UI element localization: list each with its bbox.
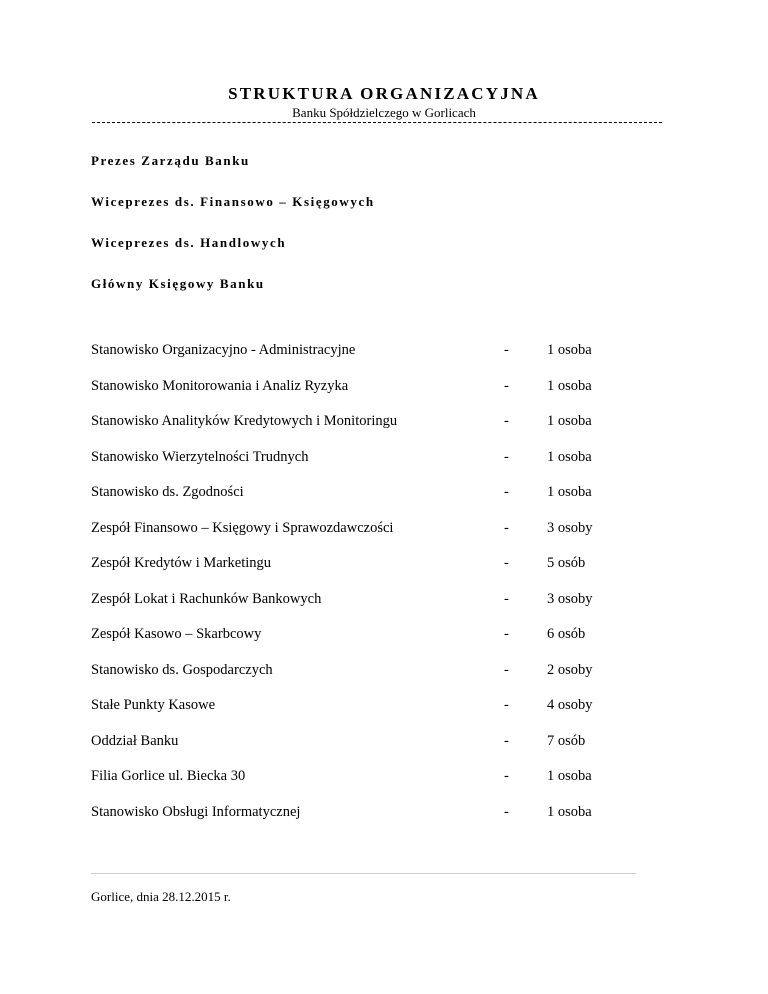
- unit-name: Stanowisko Monitorowania i Analiz Ryzyka: [91, 377, 349, 394]
- unit-name: Zespół Lokat i Rachunków Bankowych: [91, 590, 322, 607]
- management-item-chief-accountant: Główny Księgowy Banku: [91, 276, 265, 291]
- unit-count: 1 osoba: [547, 768, 592, 784]
- unit-row: [91, 587, 651, 623]
- footer-date: Gorlice, dnia 28.12.2015 r.: [91, 889, 231, 904]
- unit-row: [91, 409, 651, 445]
- management-list: [91, 150, 591, 314]
- unit-name: Stanowisko Wierzytelności Trudnych: [91, 448, 309, 465]
- units-list: [91, 338, 651, 835]
- unit-count: 1 osoba: [547, 413, 592, 429]
- unit-count: 1 osoba: [547, 377, 592, 394]
- unit-count: 5 osób: [547, 555, 586, 571]
- unit-row: [91, 480, 651, 516]
- unit-row: [91, 374, 651, 410]
- unit-name: Zespół Kredytów i Marketingu: [91, 555, 272, 571]
- unit-count: 1 osoba: [547, 484, 592, 500]
- unit-name: Filia Gorlice ul. Biecka 30: [91, 768, 246, 784]
- unit-count: 1 osoba: [547, 342, 592, 358]
- unit-dash: -: [504, 448, 509, 465]
- management-item-president: Prezes Zarządu Banku: [91, 153, 250, 168]
- unit-dash: -: [504, 342, 509, 358]
- unit-row: [91, 729, 651, 765]
- document-title: STRUKTURA ORGANIZACYJNA: [228, 84, 540, 103]
- unit-name: Stałe Punkty Kasowe: [91, 697, 216, 713]
- footer-divider: [91, 873, 636, 874]
- unit-row: [91, 658, 651, 694]
- unit-dash: -: [504, 661, 509, 678]
- unit-dash: -: [504, 697, 509, 713]
- unit-row: [91, 551, 651, 587]
- unit-row: [91, 622, 651, 658]
- management-item-vp-finance: Wiceprezes ds. Finansowo – Księgowych: [91, 194, 375, 209]
- unit-name: Stanowisko Analityków Kredytowych i Monitoringu: [91, 413, 398, 429]
- unit-row: [91, 338, 651, 374]
- unit-dash: -: [504, 377, 509, 394]
- unit-row: [91, 445, 651, 481]
- unit-row: [91, 800, 651, 836]
- unit-name: Stanowisko Obsługi Informatycznej: [91, 803, 301, 820]
- unit-row: [91, 516, 651, 552]
- document-subtitle: Banku Spółdzielczego w Gorlicach: [292, 105, 476, 120]
- unit-count: 3 osoby: [547, 590, 593, 607]
- unit-row: [91, 693, 651, 729]
- unit-name: Oddział Banku: [91, 732, 179, 749]
- unit-dash: -: [504, 519, 509, 536]
- unit-count: 1 osoba: [547, 448, 592, 465]
- unit-dash: -: [504, 803, 509, 820]
- unit-count: 7 osób: [547, 732, 586, 749]
- unit-dash: -: [504, 732, 509, 749]
- unit-dash: -: [504, 626, 509, 642]
- unit-count: 4 osoby: [547, 697, 593, 713]
- unit-name: Zespół Kasowo – Skarbcowy: [91, 626, 262, 642]
- unit-name: Stanowisko ds. Gospodarczych: [91, 661, 273, 678]
- unit-count: 3 osoby: [547, 519, 593, 536]
- unit-dash: -: [504, 555, 509, 571]
- unit-name: Stanowisko ds. Zgodności: [91, 484, 244, 500]
- unit-dash: -: [504, 413, 509, 429]
- unit-count: 1 osoba: [547, 803, 592, 820]
- unit-dash: -: [504, 484, 509, 500]
- management-item-vp-commercial: Wiceprezes ds. Handlowych: [91, 235, 287, 250]
- unit-dash: -: [504, 590, 509, 607]
- unit-count: 6 osób: [547, 626, 586, 642]
- unit-row: [91, 764, 651, 800]
- unit-count: 2 osoby: [547, 661, 593, 678]
- dashed-separator: [92, 122, 662, 131]
- unit-name: Stanowisko Organizacyjno - Administracyjne: [91, 342, 356, 358]
- unit-name: Zespół Finansowo – Księgowy i Sprawozdawczości: [91, 519, 394, 536]
- unit-dash: -: [504, 768, 509, 784]
